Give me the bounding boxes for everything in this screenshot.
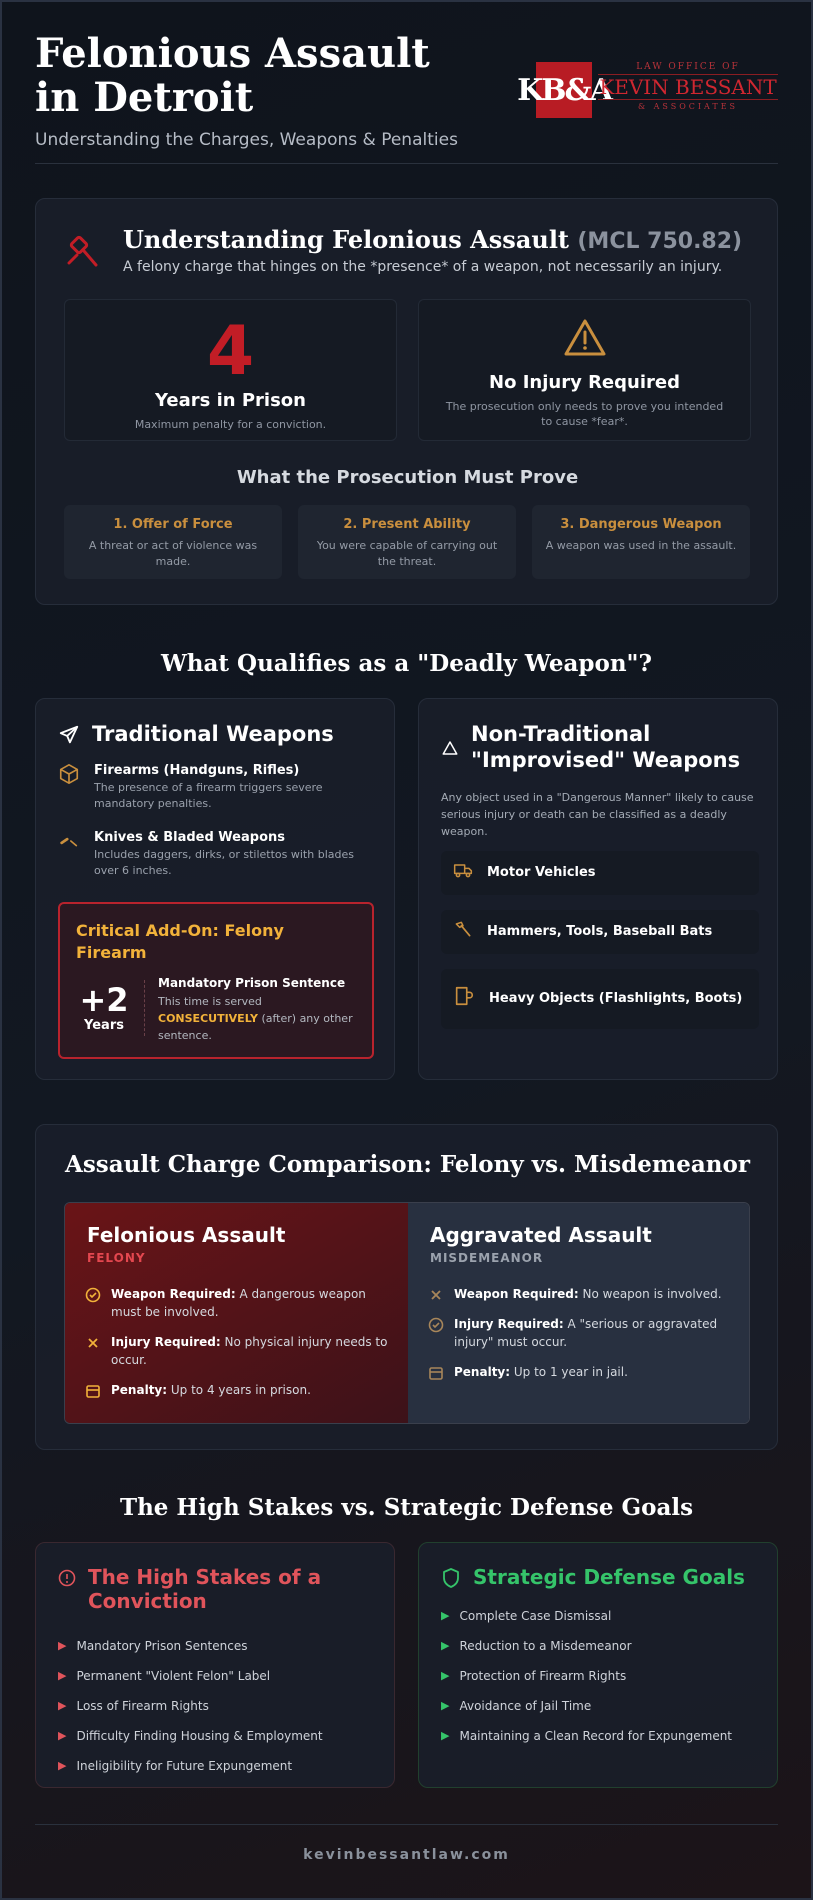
consecutively-emphasis: CONSECUTIVELY	[158, 1012, 258, 1025]
list-item: ▶ Protection of Firearm Rights	[441, 1669, 627, 1683]
element-title: 1. Offer of Force	[113, 517, 233, 532]
callout-subtitle: Mandatory Prison Sentence	[158, 976, 346, 990]
bullet-icon: ▶	[441, 1609, 450, 1622]
stakes-section-title: The High Stakes vs. Strategic Defense Goals	[119, 1494, 694, 1521]
knife-icon	[58, 830, 80, 879]
traditional-weapons-card	[35, 698, 395, 1080]
misdemeanor-tag: MISDEMEANOR	[430, 1251, 544, 1265]
understanding-lede: A felony charge that hinges on the *presence* of a weapon, not necessarily an injury.	[123, 259, 723, 275]
traditional-title: Traditional Weapons	[92, 722, 334, 746]
page-subtitle: Understanding the Charges, Weapons & Penalties	[35, 130, 458, 150]
weapon-item-title: Knives & Bladed Weapons	[94, 830, 285, 845]
list-item: ▶ Ineligibility for Future Expungement	[58, 1759, 293, 1773]
x-icon	[85, 1335, 101, 1369]
paper-plane-icon	[58, 721, 80, 750]
improvised-title: Non-Traditional "Improvised" Weapons	[471, 722, 741, 772]
gavel-icon	[64, 233, 104, 277]
comparison-table	[64, 1202, 750, 1424]
bullet-icon: ▶	[58, 1729, 67, 1742]
improvised-item-vehicles	[441, 851, 759, 895]
improvised-item-label: Motor Vehicles	[487, 865, 596, 880]
added-years-number: +2	[79, 981, 129, 1019]
traditional-header	[58, 721, 334, 750]
improvised-desc: Any object used in a "Dangerous Manner" likely to cause serious injury or death can be classified as a deadly weapon.	[441, 791, 754, 838]
logo-line-1: LAW OFFICE OF	[636, 62, 740, 72]
defense-goals-title: Strategic Defense Goals	[473, 1565, 745, 1589]
bullet-icon: ▶	[58, 1759, 67, 1772]
added-years-unit: Years	[84, 1018, 124, 1033]
improvised-item-label: Hammers, Tools, Baseball Bats	[487, 924, 713, 939]
element-desc: A weapon was used in the assault.	[545, 539, 737, 552]
list-item: ▶ Difficulty Finding Housing & Employment	[58, 1729, 323, 1743]
stat-title: Years in Prison	[155, 390, 306, 411]
check-circle-icon	[85, 1287, 101, 1321]
footer-link[interactable]: kevinbessantlaw.com	[303, 1847, 510, 1863]
calendar-icon	[85, 1383, 101, 1404]
misdemeanor-title: Aggravated Assault	[430, 1223, 652, 1247]
shield-icon	[441, 1565, 461, 1593]
defense-goals-header	[441, 1565, 745, 1593]
weapon-item-knives	[58, 830, 378, 879]
no-injury-stat	[418, 299, 751, 441]
bullet-icon: ▶	[441, 1639, 450, 1652]
hammer-icon	[453, 919, 473, 945]
improvised-header	[441, 721, 751, 773]
comparison-card	[35, 1124, 778, 1450]
stat-title: No Injury Required	[489, 372, 680, 393]
misdemeanor-column	[408, 1203, 750, 1424]
callout-title: Critical Add-On: Felony Firearm	[76, 921, 284, 962]
element-dangerous-weapon	[532, 505, 750, 579]
calendar-icon	[428, 1365, 444, 1386]
stat-desc: The prosecution only needs to prove you intended to cause *fear*.	[445, 400, 724, 428]
felony-column	[65, 1203, 408, 1424]
element-offer-of-force	[64, 505, 282, 579]
statute-code: (MCL 750.82)	[577, 229, 743, 254]
header	[35, 32, 778, 164]
comparison-title: Assault Charge Comparison: Felony vs. Misdemeanor	[65, 1151, 750, 1178]
weapon-item-firearms	[58, 763, 378, 812]
misdemeanor-row-penalty: Penalty: Up to 1 year in jail.	[428, 1363, 733, 1386]
x-icon	[428, 1287, 444, 1308]
logo-firm-name: KEVIN BESSANT	[599, 75, 777, 99]
weapon-item-desc: Includes daggers, dirks, or stilettos with blades over 6 inches.	[94, 848, 354, 877]
element-title: 3. Dangerous Weapon	[560, 517, 722, 532]
weapon-item-title: Firearms (Handguns, Rifles)	[94, 763, 300, 778]
check-circle-icon	[428, 1317, 444, 1351]
bullet-icon: ▶	[58, 1639, 67, 1652]
high-stakes-header	[58, 1565, 358, 1613]
bullet-icon: ▶	[441, 1699, 450, 1712]
misdemeanor-row-injury: Injury Required: A "serious or aggravated injury" must occur.	[428, 1315, 733, 1351]
max-penalty-stat	[64, 299, 397, 441]
list-item: ▶ Avoidance of Jail Time	[441, 1699, 592, 1713]
logo-line-3: & ASSOCIATES	[637, 102, 739, 111]
improvised-item-label: Heavy Objects (Flashlights, Boots)	[489, 991, 743, 1006]
truck-icon	[453, 861, 473, 885]
improvised-weapons-card	[418, 698, 778, 1080]
callout-text	[158, 976, 363, 1044]
felony-title: Felonious Assault	[87, 1223, 286, 1247]
defense-goals-card	[418, 1542, 778, 1788]
firm-logo[interactable]	[517, 62, 778, 120]
list-item: ▶ Complete Case Dismissal	[441, 1609, 612, 1623]
list-item: ▶ Reduction to a Misdemeanor	[441, 1639, 632, 1653]
added-years	[74, 982, 134, 1033]
high-stakes-card	[35, 1542, 395, 1788]
felony-firearm-callout	[58, 902, 374, 1059]
element-title: 2. Present Ability	[343, 517, 471, 532]
element-desc: A threat or act of violence was made.	[88, 539, 258, 568]
list-item: ▶ Loss of Firearm Rights	[58, 1699, 209, 1713]
callout-desc: This time is served CONSECUTIVELY (after) any other sentence.	[158, 995, 353, 1042]
alert-circle-icon	[58, 1565, 76, 1591]
cube-icon	[58, 763, 80, 812]
element-desc: You were capable of carrying out the threat.	[316, 539, 498, 568]
bullet-icon: ▶	[441, 1729, 450, 1742]
footer-url[interactable]	[35, 1824, 778, 1863]
list-item: ▶ Permanent "Violent Felon" Label	[58, 1669, 271, 1683]
improvised-item-tools	[441, 910, 759, 954]
prove-title: What the Prosecution Must Prove	[236, 467, 579, 488]
understanding-title: Understanding Felonious Assault (MCL 750.82)	[123, 225, 743, 254]
understanding-card	[35, 198, 778, 605]
page-title: Felonious Assault in Detroit	[35, 30, 430, 121]
improvised-item-heavy-objects	[441, 969, 759, 1029]
mug-icon	[453, 985, 475, 1013]
stat-number: 4	[206, 312, 255, 391]
misdemeanor-row-weapon: Weapon Required: No weapon is involved.	[428, 1285, 733, 1308]
weapon-item-desc: The presence of a firearm triggers severe mandatory penalties.	[94, 781, 323, 810]
felony-tag: FELONY	[87, 1251, 146, 1265]
list-item: ▶ Mandatory Prison Sentences	[58, 1639, 248, 1653]
felony-row-injury: Injury Required: No physical injury needs to occur.	[85, 1333, 390, 1369]
stat-desc: Maximum penalty for a conviction.	[134, 418, 327, 431]
high-stakes-title: The High Stakes of a Conviction	[88, 1565, 322, 1613]
warning-icon	[419, 318, 750, 362]
felony-row-weapon: Weapon Required: A dangerous weapon must be involved.	[85, 1285, 390, 1321]
bullet-icon: ▶	[58, 1699, 67, 1712]
element-present-ability	[298, 505, 516, 579]
weapons-section-title: What Qualifies as a "Deadly Weapon"?	[160, 650, 653, 677]
bullet-icon: ▶	[441, 1669, 450, 1682]
bullet-icon: ▶	[58, 1669, 67, 1682]
list-item: ▶ Maintaining a Clean Record for Expungement	[441, 1729, 733, 1743]
callout-divider	[144, 980, 145, 1036]
triangle-icon	[441, 721, 459, 761]
logo-mark: KB&A	[536, 62, 592, 118]
felony-row-penalty: Penalty: Up to 4 years in prison.	[85, 1381, 390, 1404]
